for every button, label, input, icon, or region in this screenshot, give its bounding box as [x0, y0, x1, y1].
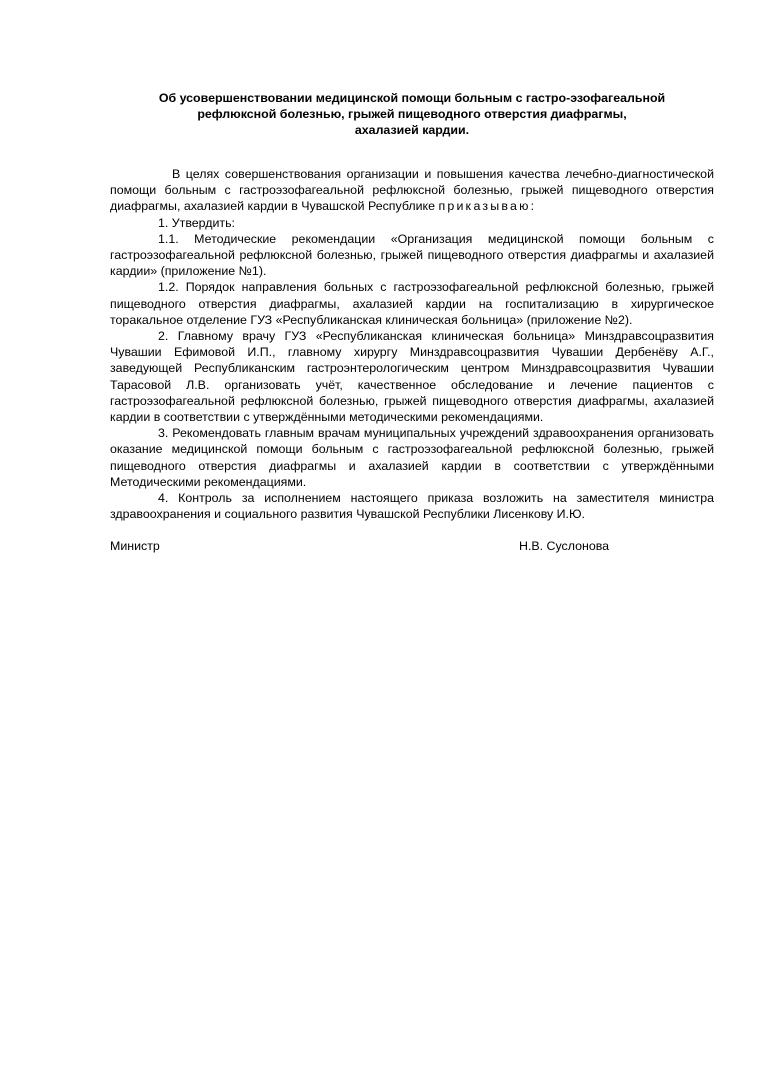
order-word: приказываю: [438, 199, 537, 214]
intro-text: В целях совершенствования организации и повышения качества лечебно-диагностической помощи больным с гастроэзофагеальной рефлюксной болезнью, грыжей пищеводного отверстия диафрагмы, ахалазией кардии в Чувашской Республике [110, 167, 714, 214]
item-2: 2. Главному врачу ГУЗ «Республиканская клиническая больница» Минздравсоцразвития Чувашии Ефимовой И.П., главному хирургу Минздравсоцразвития Чувашии Дербенёву А.Г., заведующей Республиканским гастроэнтерологическим центром Минздравсоцразвития Чувашии Тарасовой Л.В. организовать учёт, качественное обследование и лечение пациентов с гастроэзофагеальной рефлюксной болезнью, грыжей пищеводного отверстия диафрагмы, ахалазией кардии в соответствии с утверждёнными методическими рекомендациями. [110, 329, 714, 425]
item-1: 1. Утвердить: [158, 215, 235, 230]
intro-paragraph [110, 166, 714, 215]
document-body [110, 166, 714, 522]
item-3: 3. Рекомендовать главным врачам муниципальных учреждений здравоохранения организовать оказание медицинской помощи больным с гастроэзофагеальной рефлюксной болезнью, грыжей пищеводного отверстия диафрагмы и ахалазией кардии в соответствии с утверждёнными Методическими рекомендациями. [110, 426, 714, 489]
signature-position: Министр [110, 539, 160, 553]
signature-name: Н.В. Суслонова [519, 539, 610, 553]
item-1-1: 1.1. Методические рекомендации «Организация медицинской помощи больным с гастроэзофагеальной рефлюксной болезнью, грыжей пищеводного отверстия диафрагмы и ахалазией кардии» (приложение №1). [110, 231, 714, 279]
title-line-2: рефлюксной болезнью, грыжей пищеводного отверстия диафрагмы, [197, 107, 627, 121]
document-title [110, 90, 714, 138]
item-4: 4. Контроль за исполнением настоящего приказа возложить на заместителя министра здравоохранения и социального развития Чувашской Республики Лисенкову И.Ю. [110, 491, 714, 522]
title-line-3: ахалазией кардии. [354, 123, 470, 137]
title-line-1: Об усовершенствовании медицинской помощи больным с гастро-эзофагеальной [158, 91, 666, 105]
item-1-2: 1.2. Порядок направления больных с гастроэзофагеальной рефлюксной болезнью, грыжей пищеводного отверстия диафрагмы, ахалазией кардии на госпитализацию в хирургическое торакальное отделение ГУЗ «Республиканская клиническая больница» (приложение №2). [110, 280, 714, 327]
